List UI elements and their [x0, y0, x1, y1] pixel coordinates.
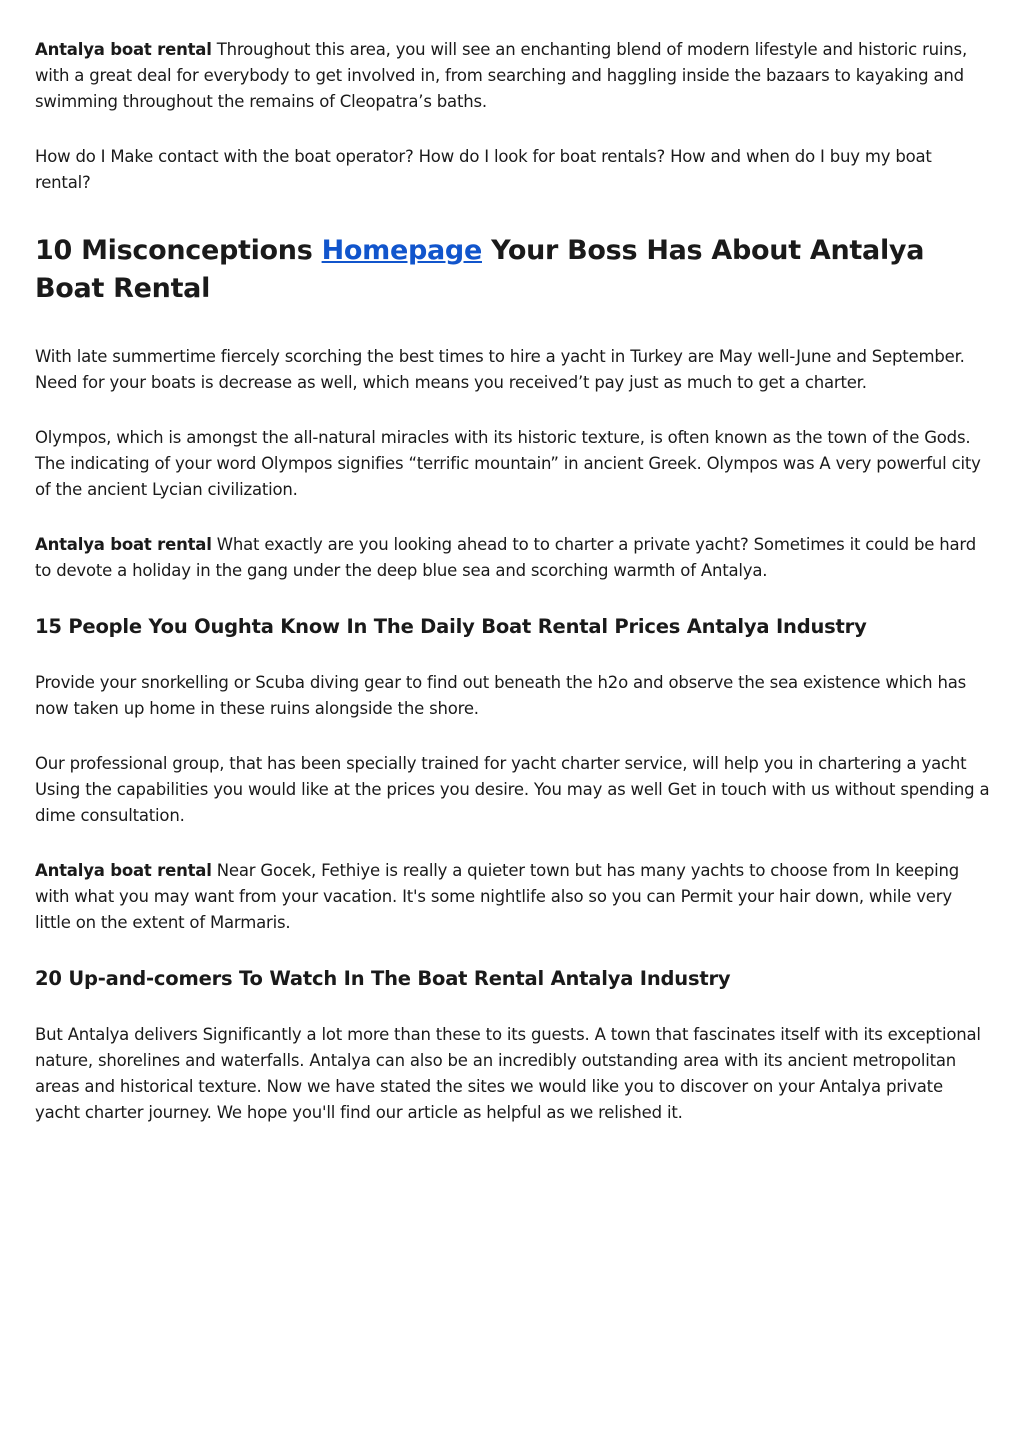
paragraph-body: How do I Make contact with the boat operator? How do I look for boat rentals? How and when do I buy my boat rental? [35, 147, 932, 192]
homepage-link[interactable]: Homepage [321, 235, 482, 266]
section-heading-up-and-comers: 20 Up-and-comers To Watch In The Boat Rental Antalya Industry [35, 967, 731, 990]
paragraph-olympos [35, 425, 990, 503]
paragraph-lead-keyword: Antalya boat rental [35, 535, 212, 554]
paragraph-body: What exactly are you looking ahead to to charter a private yacht? Sometimes it could be hard to devote a holiday in the gang under the deep blue sea and scorching warmth of Antalya. [35, 535, 976, 580]
paragraph-body: With late summertime fiercely scorching the best times to hire a yacht in Turkey are May well-June and September. Need for your boats is decrease as well, which means you received’t pay just as much to get a charter. [35, 347, 965, 392]
paragraph-antalya-delivers [35, 1022, 990, 1126]
paragraph-body: But Antalya delivers Significantly a lot more than these to its guests. A town that fascinates itself with its exceptional nature, shorelines and waterfalls. Antalya can also be an incredibly outstanding area with its ancient metropolitan areas and historical texture. Now we have stated the sites we would like you to discover on your Antalya private yacht charter journey. We hope you'll find our article as helpful as we relished it. [35, 1025, 981, 1122]
paragraph-summertime [35, 344, 990, 396]
heading-text-before-link: 10 Misconceptions [35, 235, 322, 266]
paragraph-snorkelling [35, 670, 990, 722]
section-heading-misconceptions [35, 232, 990, 308]
paragraph-lead-keyword: Antalya boat rental [35, 40, 212, 59]
paragraph-body: Near Gocek, Fethiye is really a quieter town but has many yachts to choose from In keeping with what you may want from your vacation. It's some nightlife also so you can Permit your hair down, while very little on the extent of Marmaris. [35, 861, 960, 932]
paragraph-body: Provide your snorkelling or Scuba diving gear to find out beneath the h2o and observe the sea existence which has now taken up home in these ruins alongside the shore. [35, 673, 967, 718]
paragraph-contact-questions [35, 144, 990, 196]
paragraph-professional-group [35, 751, 990, 829]
paragraph-intro [35, 37, 990, 115]
section-heading-people: 15 People You Oughta Know In The Daily Boat Rental Prices Antalya Industry [35, 615, 867, 638]
paragraph-body: Our professional group, that has been specially trained for yacht charter service, will help you in chartering a yacht Using the capabilities you would like at the prices you desire. You may as well Get in touch with us without spending a dime consultation. [35, 754, 990, 825]
paragraph-private-yacht [35, 532, 990, 584]
paragraph-body: Olympos, which is amongst the all-natural miracles with its historic texture, is often known as the town of the Gods. The indicating of your word Olympos signifies “terrific mountain” in ancient Greek. Olympos was A very powerful city of the ancient Lycian civilization. [35, 428, 981, 499]
paragraph-lead-keyword: Antalya boat rental [35, 861, 212, 880]
paragraph-body: Throughout this area, you will see an enchanting blend of modern lifestyle and historic ruins, with a great deal for everybody to get involved in, from searching and haggling inside the bazaars to kayaking and swimming throughout the remains of Cleopatra’s baths. [35, 40, 968, 111]
heading-text-after-link: Your Boss Has About Antalya Boat Rental [35, 235, 925, 304]
paragraph-gocek [35, 858, 990, 936]
